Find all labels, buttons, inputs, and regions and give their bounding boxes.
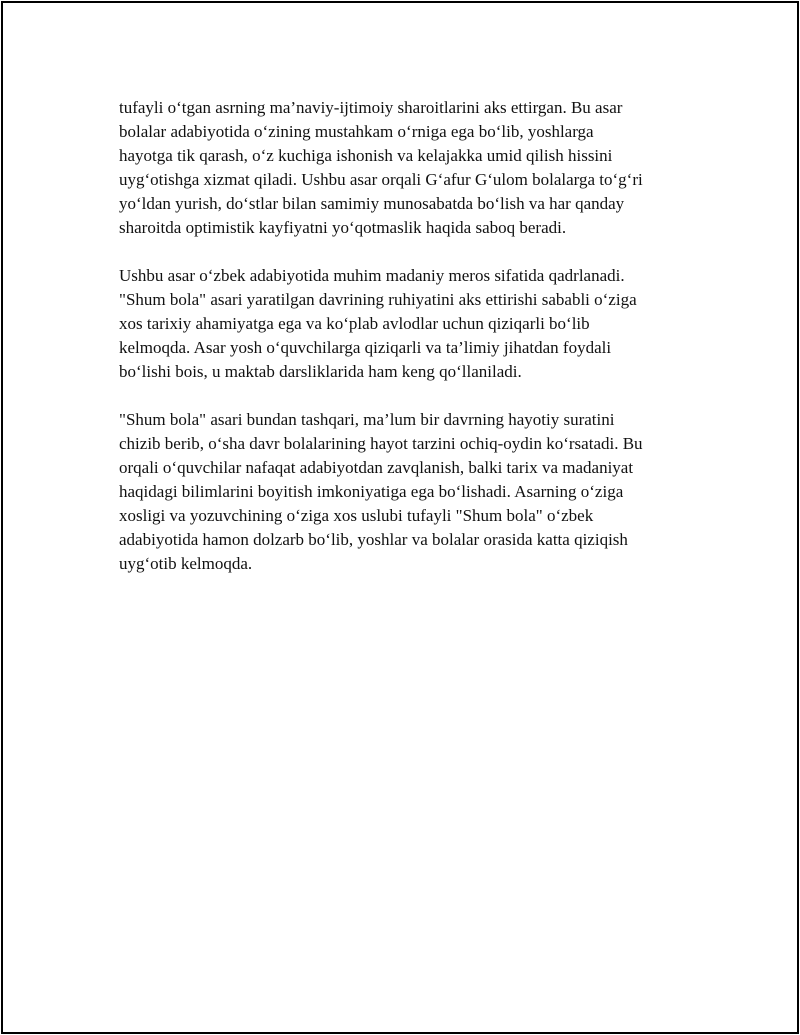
text-line: sharoitda optimistik kayfiyatni yo‘qotmaslik haqida saboq beradi. [119, 218, 567, 237]
text-line: "Shum bola" asari yaratilgan davrining ruhiyatini aks ettirishi sababli o‘ziga [119, 290, 637, 309]
text-line: uyg‘otishga xizmat qiladi. Ushbu asar orqali G‘afur G‘ulom bolalarga to‘g‘ri [119, 170, 643, 189]
paragraph-3 [119, 408, 699, 576]
text-line: orqali o‘quvchilar nafaqat adabiyotdan zavqlanish, balki tarix va madaniyat [119, 458, 634, 477]
text-line: yo‘ldan yurish, do‘stlar bilan samimiy munosabatda bo‘lish va har qanday [119, 194, 625, 213]
paragraph-2 [119, 264, 699, 384]
text-line: tufayli o‘tgan asrning ma’naviy-ijtimoiy sharoitlarini aks ettirgan. Bu asar [119, 98, 623, 117]
text-line: bolalar adabiyotida o‘zining mustahkam o‘rniga ega bo‘lib, yoshlarga [119, 122, 594, 141]
document-body [119, 96, 699, 600]
text-line: kelmoqda. Asar yosh o‘quvchilarga qiziqarli va ta’limiy jihatdan foydali [119, 338, 612, 357]
page-frame [1, 1, 799, 1034]
text-line: xosligi va yozuvchining o‘ziga xos uslubi tufayli "Shum bola" o‘zbek [119, 506, 594, 525]
text-line: haqidagi bilimlarini boyitish imkoniyatiga ega bo‘lishadi. Asarning o‘ziga [119, 482, 624, 501]
text-line: "Shum bola" asari bundan tashqari, ma’lum bir davrning hayotiy suratini [119, 410, 615, 429]
text-line: adabiyotida hamon dolzarb bo‘lib, yoshlar va bolalar orasida katta qiziqish [119, 530, 628, 549]
text-line: Ushbu asar o‘zbek adabiyotida muhim madaniy meros sifatida qadrlanadi. [119, 266, 625, 285]
text-line: xos tarixiy ahamiyatga ega va ko‘plab avlodlar uchun qiziqarli bo‘lib [119, 314, 590, 333]
text-line: uyg‘otib kelmoqda. [119, 554, 253, 573]
paragraph-1 [119, 96, 699, 240]
text-line: bo‘lishi bois, u maktab darsliklarida ham keng qo‘llaniladi. [119, 362, 522, 381]
text-line: hayotga tik qarash, o‘z kuchiga ishonish va kelajakka umid qilish hissini [119, 146, 613, 165]
text-line: chizib berib, o‘sha davr bolalarining hayot tarzini ochiq-oydin ko‘rsatadi. Bu [119, 434, 643, 453]
